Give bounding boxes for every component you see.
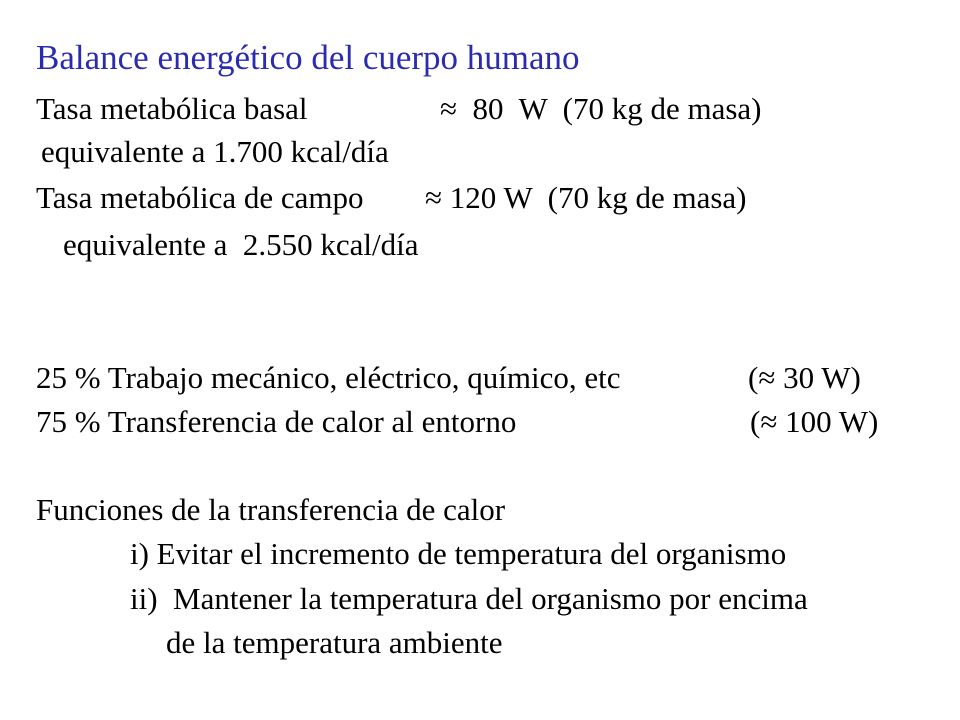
slide-title: Balance energético del cuerpo humano: [36, 38, 580, 77]
basal-rate-value: ≈ 80 W (70 kg de masa): [440, 91, 762, 126]
function-item-1: i) Evitar el incremento de temperatura del organismo: [130, 536, 787, 571]
basal-equivalent: equivalente a 1.700 kcal/día: [41, 134, 389, 169]
field-rate-value: ≈ 120 W (70 kg de masa): [425, 180, 747, 215]
distribution-mechanical-value: (≈ 30 W): [748, 360, 861, 395]
field-equivalent: equivalente a 2.550 kcal/día: [63, 227, 419, 262]
basal-rate-label: Tasa metabólica basal: [36, 91, 308, 126]
distribution-mechanical-text: 25 % Trabajo mecánico, eléctrico, químico, etc: [36, 360, 621, 395]
field-rate-label: Tasa metabólica de campo: [36, 180, 364, 215]
distribution-heat-text: 75 % Transferencia de calor al entorno: [36, 404, 517, 439]
function-item-2: ii) Mantener la temperatura del organismo por encima: [130, 581, 808, 616]
distribution-heat-value: (≈ 100 W): [750, 404, 879, 439]
function-item-2-continuation: de la temperatura ambiente: [166, 625, 503, 660]
functions-heading: Funciones de la transferencia de calor: [36, 492, 506, 527]
